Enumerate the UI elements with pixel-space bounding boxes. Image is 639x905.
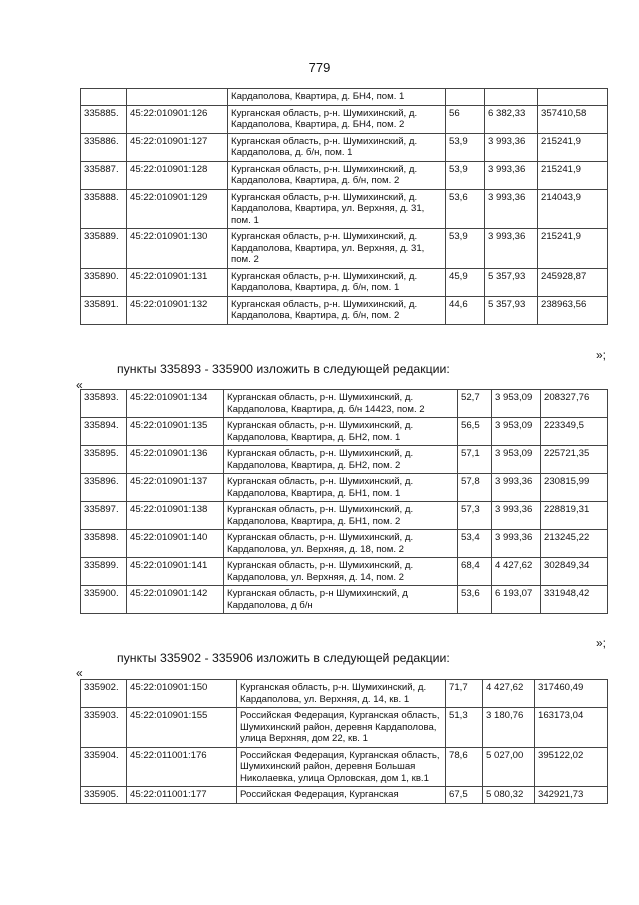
cell-area: 53,4 (458, 530, 492, 558)
cell-cadastral-value: 214043,9 (538, 189, 608, 229)
cell-number: 335886. (81, 133, 127, 161)
cell-unit-price: 5 080,32 (483, 787, 535, 804)
cell-cadastral-value: 245928,87 (538, 268, 608, 296)
table-row (81, 747, 608, 787)
cell-number: 335887. (81, 161, 127, 189)
cell-address: Курганская область, р-н. Шумихинский, д. Кардаполова, Квартира, д. БН1, пом. 2 (224, 502, 458, 530)
cell-number: 335900. (81, 586, 127, 614)
cell-unit-price: 3 993,36 (485, 161, 538, 189)
cell-address: Российская Федерация, Курганская область, Шумихинский район, деревня Большая Николаевка, улица Орловская, дом 1, кв.1 (237, 747, 446, 787)
table-row (81, 586, 608, 614)
cell-area: 56,5 (458, 418, 492, 446)
cell-cadastral-number: 45:22:010901:129 (127, 189, 228, 229)
cell-number: 335897. (81, 502, 127, 530)
cell-unit-price: 5 357,93 (485, 296, 538, 324)
cell-number: 335888. (81, 189, 127, 229)
registry-table-1 (80, 88, 608, 325)
table-row (81, 418, 608, 446)
cell-area: 57,8 (458, 474, 492, 502)
cell-unit-price: 6 382,33 (485, 105, 538, 133)
cell-number: 335902. (81, 680, 127, 708)
cell-number: 335889. (81, 229, 127, 269)
table-row (81, 161, 608, 189)
cell-cadastral-value: 302849,34 (541, 558, 608, 586)
table-row (81, 446, 608, 474)
cell-area: 78,6 (446, 747, 483, 787)
cell-cadastral-number: 45:22:011001:176 (127, 747, 237, 787)
cell-unit-price: 5 027,00 (483, 747, 535, 787)
cell-unit-price: 5 357,93 (485, 268, 538, 296)
cell-area (446, 89, 485, 106)
cell-area: 57,1 (458, 446, 492, 474)
table-row (81, 787, 608, 804)
cell-unit-price: 3 953,09 (492, 418, 541, 446)
opening-quote: « (76, 666, 83, 680)
cell-cadastral-number: 45:22:010901:150 (127, 680, 237, 708)
page-number: 779 (308, 60, 331, 75)
cell-cadastral-value: 317460,49 (535, 680, 608, 708)
cell-number: 335890. (81, 268, 127, 296)
table-row (81, 296, 608, 324)
cell-cadastral-value: 208327,76 (541, 390, 608, 418)
cell-address: Курганская область, р-н. Шумихинский, д. Кардаполова, ул. Верхняя, д. 14, пом. 2 (224, 558, 458, 586)
cell-cadastral-value: 230815,99 (541, 474, 608, 502)
closing-quote: »; (595, 636, 606, 650)
cell-cadastral-number: 45:22:010901:135 (127, 418, 224, 446)
cell-cadastral-value: 331948,42 (541, 586, 608, 614)
cell-cadastral-number: 45:22:010901:132 (127, 296, 228, 324)
cell-unit-price (485, 89, 538, 106)
cell-unit-price: 3 993,36 (492, 474, 541, 502)
cell-cadastral-value: 163173,04 (535, 708, 608, 748)
cell-cadastral-value: 238963,56 (538, 296, 608, 324)
cell-cadastral-number: 45:22:010901:127 (127, 133, 228, 161)
cell-address: Курганская область, р-н. Шумихинский, д. Кардаполова, Квартира, д. б/н, пом. 1 (228, 268, 446, 296)
table-row (81, 502, 608, 530)
cell-number: 335895. (81, 446, 127, 474)
cell-cadastral-value: 342921,73 (535, 787, 608, 804)
cell-unit-price: 3 993,36 (492, 502, 541, 530)
cell-area: 53,6 (446, 189, 485, 229)
cell-cadastral-number: 45:22:010901:131 (127, 268, 228, 296)
cell-area: 68,4 (458, 558, 492, 586)
cell-address: Курганская область, р-н. Шумихинский, д. Кардаполова, Квартира, д. б/н, пом. 2 (228, 296, 446, 324)
table-row (81, 89, 608, 106)
cell-number: 335896. (81, 474, 127, 502)
cell-address: Курганская область, р-н. Шумихинский, д. Кардаполова, д. б/н, пом. 1 (228, 133, 446, 161)
amendment-paragraph: пункты 335902 - 335906 изложить в следующей редакции: (117, 651, 450, 665)
cell-address: Курганская область, р-н. Шумихинский, д. Кардаполова, Квартира, д. БН1, пом. 1 (224, 474, 458, 502)
cell-number: 335891. (81, 296, 127, 324)
cell-cadastral-number: 45:22:010901:142 (127, 586, 224, 614)
cell-address: Курганская область, р-н. Шумихинский, д. Кардаполова, ул. Верхняя, д. 18, пом. 2 (224, 530, 458, 558)
table-row (81, 105, 608, 133)
table-row (81, 229, 608, 269)
cell-area: 53,6 (458, 586, 492, 614)
cell-number: 335885. (81, 105, 127, 133)
cell-area: 53,9 (446, 161, 485, 189)
cell-unit-price: 3 993,36 (485, 133, 538, 161)
cell-unit-price: 3 953,09 (492, 390, 541, 418)
cell-cadastral-value: 357410,58 (538, 105, 608, 133)
cell-number: 335894. (81, 418, 127, 446)
cell-number: 335899. (81, 558, 127, 586)
cell-address: Российская Федерация, Курганская область, Шумихинский район, деревня Кардаполова, улица Верхняя, дом 22, кв. 1 (237, 708, 446, 748)
cell-address: Кардаполова, Квартира, д. БН4, пом. 1 (228, 89, 446, 106)
cell-address: Российская Федерация, Курганская (237, 787, 446, 804)
cell-cadastral-number: 45:22:010901:136 (127, 446, 224, 474)
cell-number: 335898. (81, 530, 127, 558)
registry-table-3 (80, 679, 608, 804)
cell-area: 45,9 (446, 268, 485, 296)
cell-area: 67,5 (446, 787, 483, 804)
cell-number: 335893. (81, 390, 127, 418)
cell-cadastral-value: 213245,22 (541, 530, 608, 558)
cell-cadastral-value (538, 89, 608, 106)
cell-cadastral-number: 45:22:010901:137 (127, 474, 224, 502)
cell-area: 52,7 (458, 390, 492, 418)
cell-unit-price: 3 953,09 (492, 446, 541, 474)
registry-table-2 (80, 389, 608, 614)
table-row (81, 268, 608, 296)
table-row (81, 708, 608, 748)
cell-number (81, 89, 127, 106)
cell-cadastral-number: 45:22:010901:126 (127, 105, 228, 133)
cell-area: 51,3 (446, 708, 483, 748)
cell-cadastral-number: 45:22:010901:140 (127, 530, 224, 558)
opening-quote: « (76, 378, 83, 392)
amendment-paragraph: пункты 335893 - 335900 изложить в следующей редакции: (117, 362, 450, 376)
table-row (81, 133, 608, 161)
cell-address: Курганская область, р-н. Шумихинский, д. Кардаполова, Квартира, д. БН4, пом. 2 (228, 105, 446, 133)
cell-cadastral-number: 45:22:010901:138 (127, 502, 224, 530)
cell-number: 335903. (81, 708, 127, 748)
cell-cadastral-value: 228819,31 (541, 502, 608, 530)
cell-address: Курганская область, р-н. Шумихинский, д. Кардаполова, Квартира, ул. Верхняя, д. 31, пом. 2 (228, 229, 446, 269)
table-row (81, 189, 608, 229)
cell-cadastral-value: 215241,9 (538, 133, 608, 161)
cell-cadastral-value: 215241,9 (538, 161, 608, 189)
cell-number: 335904. (81, 747, 127, 787)
cell-address: Курганская область, р-н. Шумихинский, д. Кардаполова, Квартира, д. БН2, пом. 2 (224, 446, 458, 474)
cell-address: Курганская область, р-н Шумихинский, д Кардаполова, д б/н (224, 586, 458, 614)
table-row (81, 680, 608, 708)
cell-cadastral-value: 215241,9 (538, 229, 608, 269)
cell-unit-price: 6 193,07 (492, 586, 541, 614)
cell-address: Курганская область, р-н. Шумихинский, д. Кардаполова, Квартира, д. б/н, пом. 2 (228, 161, 446, 189)
cell-cadastral-number: 45:22:010901:128 (127, 161, 228, 189)
cell-cadastral-number: 45:22:010901:141 (127, 558, 224, 586)
cell-cadastral-number: 45:22:010901:134 (127, 390, 224, 418)
closing-quote: »; (595, 348, 606, 362)
cell-cadastral-number: 45:22:010901:130 (127, 229, 228, 269)
cell-cadastral-number (127, 89, 228, 106)
cell-address: Курганская область, р-н. Шумихинский, д. Кардаполова, Квартира, д. б/н 14423, пом. 2 (224, 390, 458, 418)
cell-unit-price: 4 427,62 (492, 558, 541, 586)
cell-unit-price: 3 180,76 (483, 708, 535, 748)
cell-cadastral-number: 45:22:011001:177 (127, 787, 237, 804)
cell-area: 71,7 (446, 680, 483, 708)
cell-cadastral-value: 225721,35 (541, 446, 608, 474)
cell-cadastral-value: 223349,5 (541, 418, 608, 446)
cell-area: 53,9 (446, 133, 485, 161)
cell-unit-price: 3 993,36 (492, 530, 541, 558)
table-row (81, 474, 608, 502)
cell-address: Курганская область, р-н. Шумихинский, д. Кардаполова, ул. Верхняя, д. 14, кв. 1 (237, 680, 446, 708)
cell-area: 53,9 (446, 229, 485, 269)
table-row (81, 530, 608, 558)
cell-number: 335905. (81, 787, 127, 804)
cell-area: 56 (446, 105, 485, 133)
table-row (81, 558, 608, 586)
table-row (81, 390, 608, 418)
cell-unit-price: 4 427,62 (483, 680, 535, 708)
cell-unit-price: 3 993,36 (485, 189, 538, 229)
cell-address: Курганская область, р-н. Шумихинский, д. Кардаполова, Квартира, ул. Верхняя, д. 31, пом. 1 (228, 189, 446, 229)
cell-address: Курганская область, р-н. Шумихинский, д. Кардаполова, Квартира, д. БН2, пом. 1 (224, 418, 458, 446)
cell-cadastral-value: 395122,02 (535, 747, 608, 787)
cell-area: 57,3 (458, 502, 492, 530)
cell-cadastral-number: 45:22:010901:155 (127, 708, 237, 748)
cell-unit-price: 3 993,36 (485, 229, 538, 269)
cell-area: 44,6 (446, 296, 485, 324)
